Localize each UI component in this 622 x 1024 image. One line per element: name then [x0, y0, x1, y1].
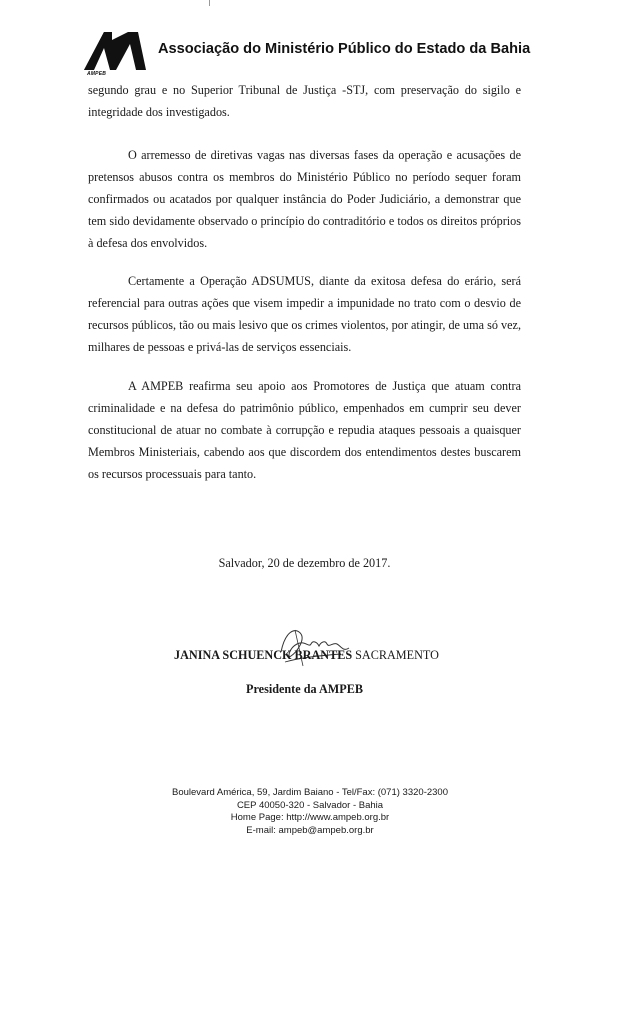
footer-homepage: Home Page: http://www.ampeb.org.br	[230, 812, 390, 823]
footer-email: E-mail: ampeb@ampeb.org.br	[246, 824, 374, 836]
scan-mark	[209, 0, 210, 6]
date-line: Salvador, 20 de dezembro de 2017.	[218, 556, 391, 570]
letterhead	[82, 30, 542, 78]
paragraph-1: segundo grau e no Superior Tribunal de Justiça -STJ, com preservação do sigilo e integridade dos investigados.	[88, 83, 521, 119]
paragraph-2: O arremesso de diretivas vagas nas diversas fases da operação e acusações de pretensos abusos contra os membros do Ministério Público no período sequer foram confirmados ou acatados por qualquer instância do Poder Judiciário, a demonstrar que tem sido devidamente observado o princípio do contraditório e todos os direitos próprios à defesa dos envolvidos.	[88, 148, 521, 250]
logo-text: AMPEB	[87, 71, 107, 77]
signer-name	[174, 648, 439, 663]
signer-name-bold: JANINA SCHUENCK BRANTES	[174, 648, 353, 662]
signature-block	[170, 622, 460, 672]
footer-contact	[160, 787, 460, 837]
footer-address: Boulevard América, 59, Jardim Baiano - Tel/Fax: (071) 3320-2300	[171, 787, 448, 798]
organization-name: Associação do Ministério Público do Estado da Bahia	[158, 41, 531, 57]
paragraph-3: Certamente a Operação ADSUMUS, diante da exitosa defesa do erário, será referencial para outras ações que visem impedir a impunidade no trato com o desvio de recursos públicos, tão ou mais lesivo que os crimes violentos, por atingir, de uma só vez, milhares de pessoas e privá-las de serviços essenciais.	[88, 274, 521, 354]
signer-title: Presidente da AMPEB	[246, 682, 363, 696]
signer-name-rest: SACRAMENTO	[352, 648, 439, 662]
footer-city: CEP 40050-320 - Salvador - Bahia	[236, 799, 384, 811]
paragraph-4: A AMPEB reafirma seu apoio aos Promotores de Justiça que atuam contra criminalidade e na defesa do patrimônio público, empenhados em cumprir seu dever constitucional de atuar no combate à corrupção e repudia ataques pessoais a quaisquer Membros Ministeriais, cabendo aos que discordem dos entendimentos destes buscarem os recursos processuais para tanto.	[88, 379, 521, 481]
ampeb-logo-icon	[82, 30, 148, 72]
